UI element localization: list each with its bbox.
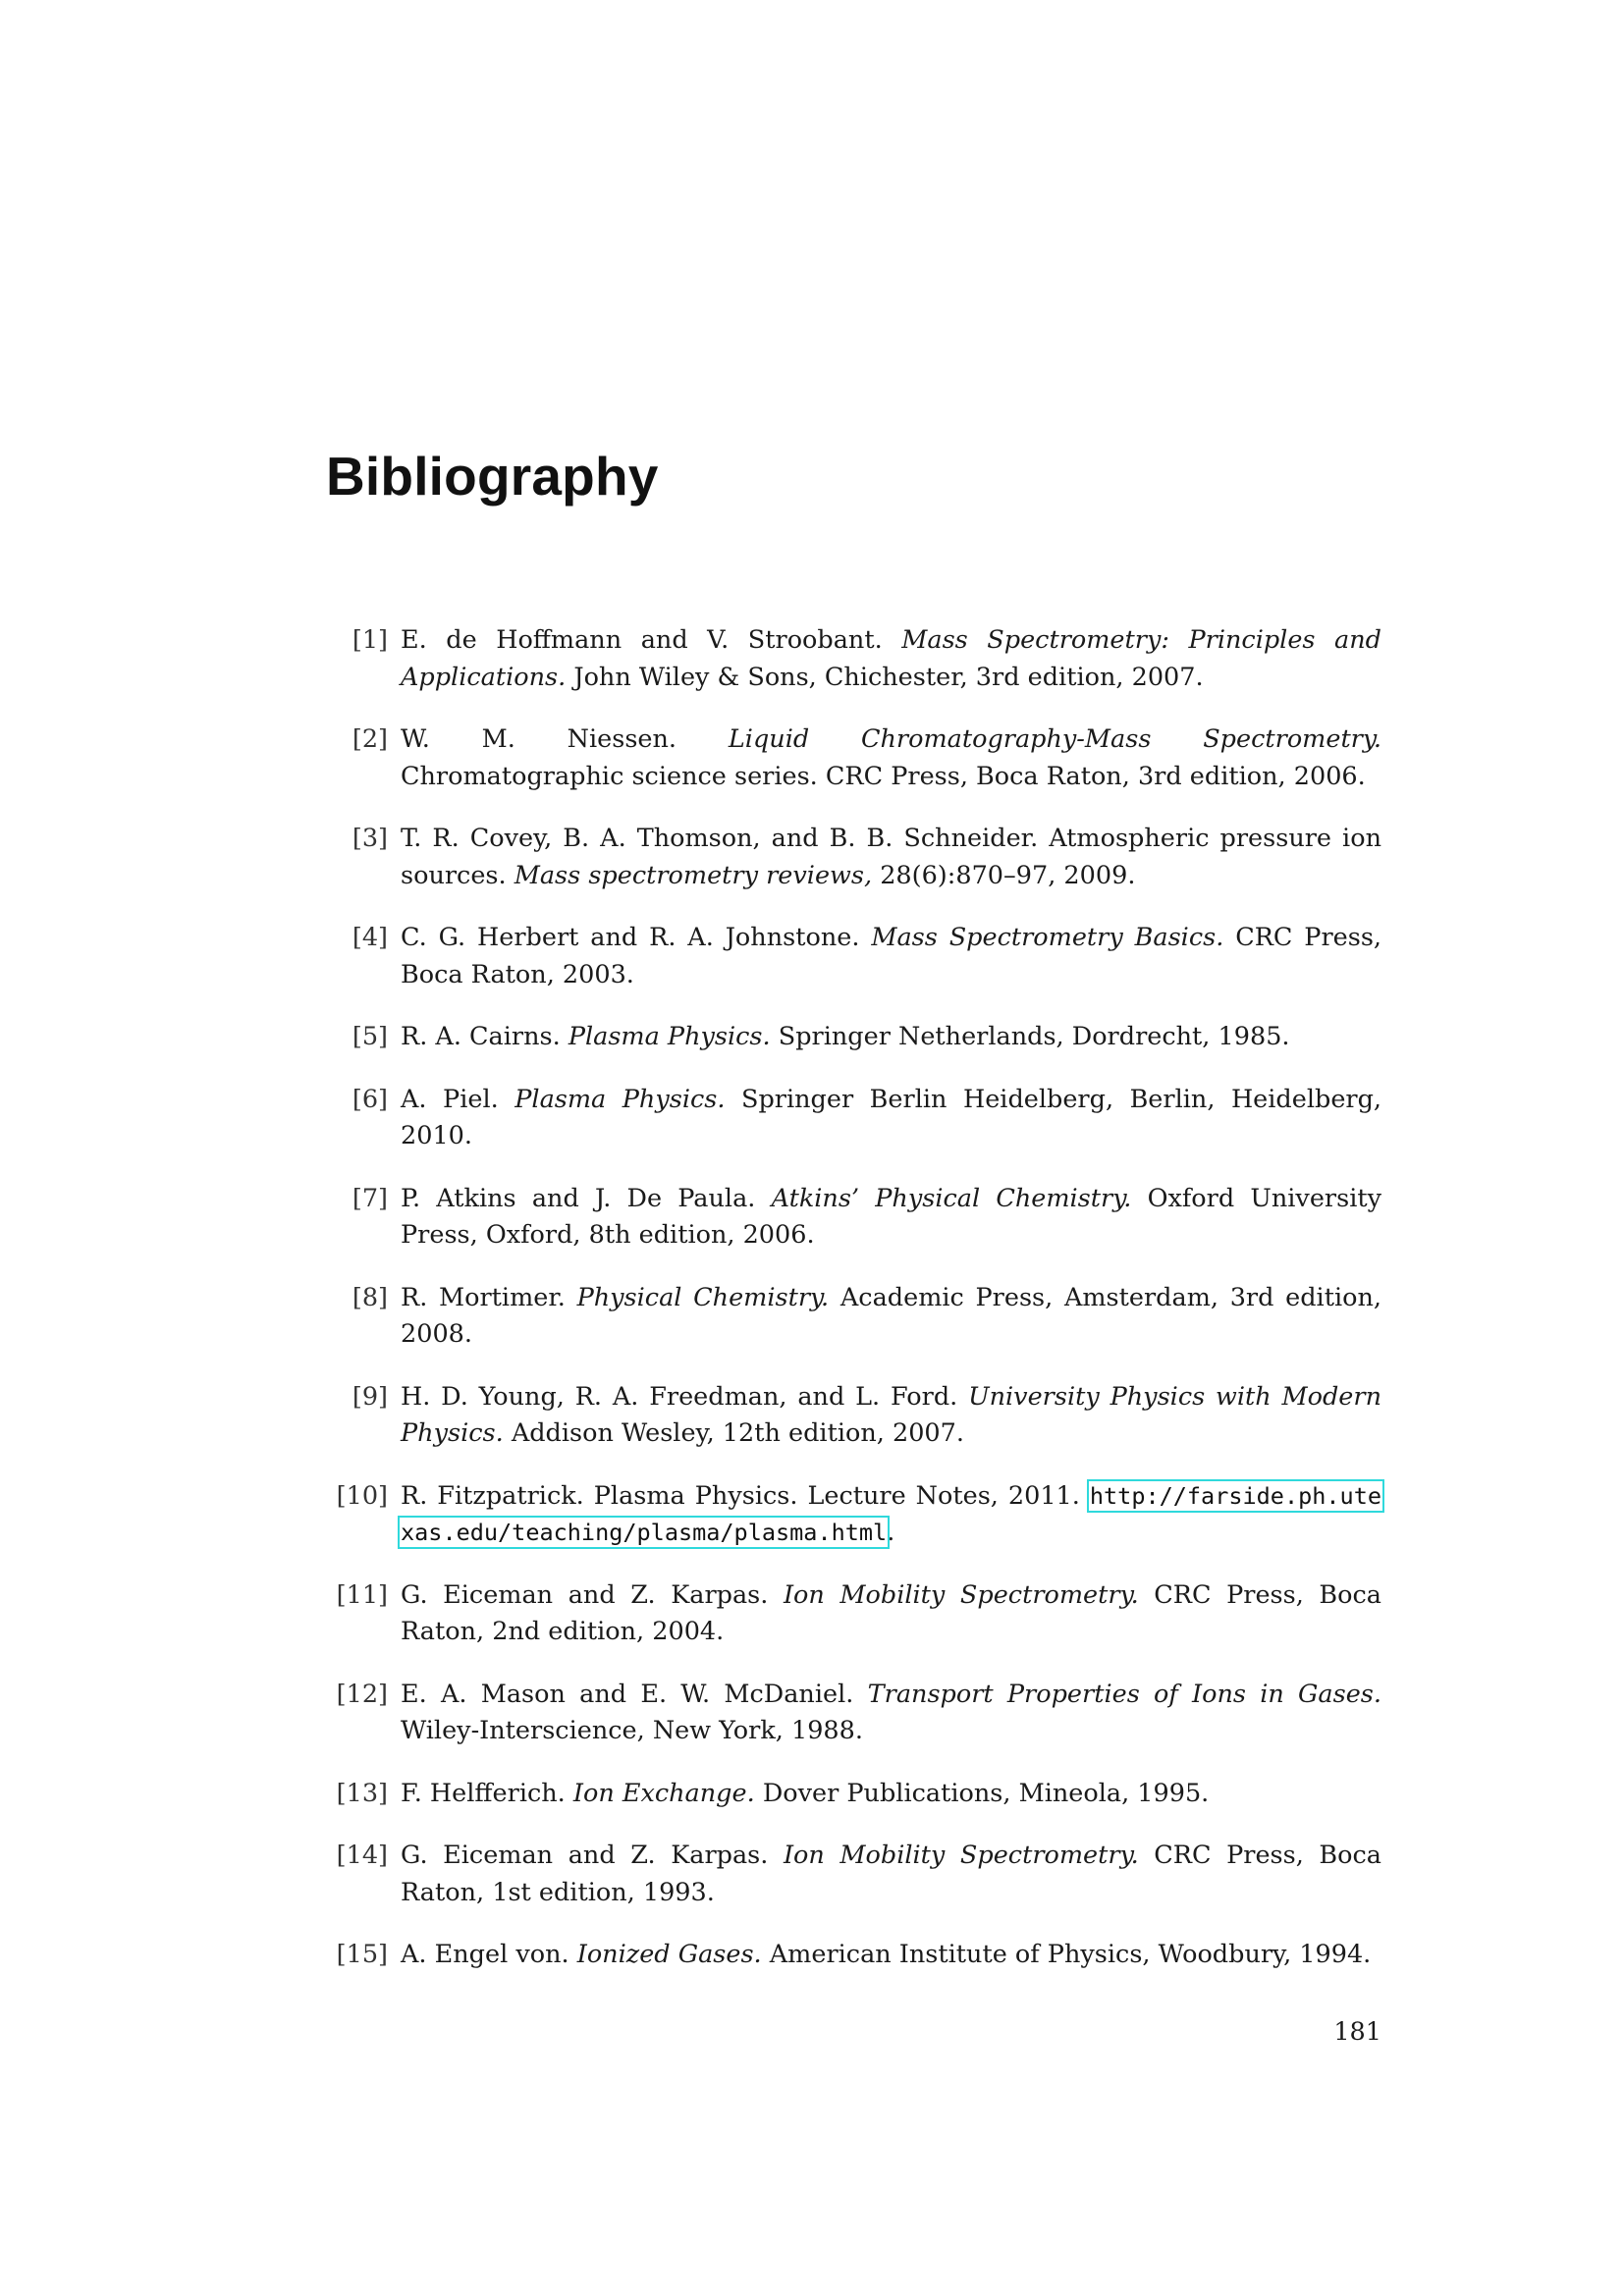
- bib-authors: G. Eiceman and Z. Karpas.: [401, 1841, 769, 1870]
- bib-publisher: John Wiley & Sons, Chichester, 3rd edition, 2007.: [573, 662, 1204, 692]
- bib-url-link[interactable]: http://farside.ph.utexas.edu/teaching/plasma/plasma.html: [401, 1481, 1381, 1546]
- bib-text: [401, 1181, 1381, 1255]
- page-title: Bibliography: [326, 446, 659, 507]
- bib-entry-2: [329, 721, 1381, 795]
- bib-label: [7]: [352, 1183, 388, 1213]
- bib-title: Transport Properties of Ions in Gases.: [867, 1679, 1381, 1709]
- bib-title: Mass spectrometry reviews,: [514, 860, 873, 890]
- bib-title: Ionized Gases.: [576, 1940, 762, 1969]
- bib-entry-10: [329, 1478, 1381, 1552]
- bib-publisher: Dover Publications, Mineola, 1995.: [762, 1778, 1210, 1808]
- bib-text: [401, 1379, 1381, 1453]
- bib-publisher: Academic Press, Amsterdam, 3rd edition, 2008.: [401, 1282, 1381, 1349]
- bib-text: [401, 1937, 1381, 1974]
- bib-entry-15: [329, 1937, 1381, 1974]
- bib-authors: E. A. Mason and E. W. McDaniel.: [401, 1679, 854, 1709]
- bib-authors: G. Eiceman and Z. Karpas.: [401, 1579, 769, 1610]
- bib-title: Mass Spectrometry Basics.: [871, 923, 1224, 952]
- bib-text: [401, 1577, 1381, 1651]
- bib-label: [13]: [336, 1778, 388, 1808]
- bib-authors: P. Atkins and J. De Paula.: [401, 1183, 756, 1213]
- bib-label: [8]: [352, 1282, 388, 1312]
- bib-text: [401, 1019, 1381, 1056]
- bib-publisher: CRC Press, Boca Raton, 2nd edition, 2004.: [401, 1579, 1381, 1646]
- bib-entry-8: [329, 1280, 1381, 1354]
- bib-label: [6]: [352, 1084, 388, 1114]
- bib-title: University Physics with Modern Physics.: [401, 1381, 1381, 1448]
- bib-entry-7: [329, 1181, 1381, 1255]
- bib-authors: A. Engel von.: [401, 1940, 569, 1969]
- bib-title: Ion Mobility Spectrometry.: [783, 1841, 1139, 1870]
- bib-text: [401, 1677, 1381, 1750]
- bib-trailing-punctuation: .: [887, 1518, 895, 1547]
- bibliography-list: [329, 622, 1381, 2000]
- bib-publisher: Chromatographic science series. CRC Press, Boca Raton, 3rd edition, 2006.: [401, 761, 1366, 791]
- bib-title: Plasma Physics.: [568, 1022, 771, 1051]
- bib-publisher: Addison Wesley, 12th edition, 2007.: [511, 1418, 964, 1448]
- bib-text: [401, 721, 1381, 795]
- bib-entry-4: [329, 920, 1381, 993]
- bib-publisher: Springer Berlin Heidelberg, Berlin, Heidelberg, 2010.: [401, 1084, 1382, 1150]
- bib-authors: W. M. Niessen.: [401, 724, 677, 754]
- bib-authors: C. G. Herbert and R. A. Johnstone.: [401, 923, 860, 952]
- bib-entry-12: [329, 1677, 1381, 1750]
- bib-entry-11: [329, 1577, 1381, 1651]
- bib-text: [401, 1280, 1381, 1354]
- bib-authors: R. Fitzpatrick. Plasma Physics. Lecture Notes, 2011.: [401, 1480, 1080, 1511]
- bib-title: Mass Spectrometry: Principles and Applications.: [401, 625, 1382, 692]
- bib-title: Atkins’ Physical Chemistry.: [771, 1183, 1132, 1213]
- bib-entry-5: [329, 1019, 1381, 1056]
- bib-entry-13: [329, 1776, 1381, 1813]
- bib-entry-9: [329, 1379, 1381, 1453]
- bib-authors: R. Mortimer.: [401, 1282, 566, 1312]
- bib-publisher: 28(6):870–97, 2009.: [880, 860, 1136, 890]
- bib-publisher: CRC Press, Boca Raton, 1st edition, 1993.: [401, 1841, 1381, 1907]
- bib-entry-14: [329, 1838, 1381, 1911]
- bib-label: [10]: [336, 1480, 388, 1511]
- bib-title: Ion Mobility Spectrometry.: [783, 1579, 1139, 1610]
- bib-authors: H. D. Young, R. A. Freedman, and L. Ford.: [401, 1381, 958, 1412]
- bib-entry-6: [329, 1082, 1381, 1155]
- bib-label: [11]: [336, 1579, 388, 1610]
- bib-authors: E. de Hoffmann and V. Stroobant.: [401, 625, 883, 655]
- bib-publisher: Wiley-Interscience, New York, 1988.: [401, 1716, 863, 1745]
- bib-text: [401, 1478, 1381, 1552]
- bib-text: [401, 1082, 1381, 1155]
- bib-title: Plasma Physics.: [514, 1084, 726, 1114]
- bib-title: Liquid Chromatography-Mass Spectrometry.: [728, 724, 1382, 754]
- bib-publisher: Springer Netherlands, Dordrecht, 1985.: [778, 1022, 1290, 1051]
- bib-label: [12]: [336, 1679, 388, 1709]
- bib-label: [15]: [336, 1940, 388, 1969]
- bib-entry-3: [329, 821, 1381, 894]
- bib-publisher: Oxford University Press, Oxford, 8th edition, 2006.: [401, 1183, 1382, 1250]
- bib-authors: F. Helfferich.: [401, 1778, 566, 1808]
- bib-label: [2]: [352, 724, 388, 754]
- bib-title: Physical Chemistry.: [576, 1282, 830, 1312]
- bib-text: [401, 1838, 1381, 1911]
- bib-publisher: American Institute of Physics, Woodbury, 1994.: [769, 1940, 1372, 1969]
- bib-label: [9]: [352, 1381, 388, 1412]
- bib-text: [401, 821, 1381, 894]
- bib-label: [4]: [352, 923, 388, 952]
- bib-publisher: CRC Press, Boca Raton, 2003.: [401, 923, 1382, 989]
- bib-label: [14]: [336, 1841, 388, 1870]
- bib-label: [3]: [352, 824, 388, 853]
- bib-text: [401, 920, 1381, 993]
- bib-entry-1: [329, 622, 1381, 696]
- bib-text: [401, 622, 1381, 696]
- bib-text: [401, 1776, 1381, 1813]
- page-number: 181: [1333, 2017, 1381, 2047]
- bib-label: [1]: [352, 625, 388, 655]
- bib-title: Ion Exchange.: [572, 1778, 755, 1808]
- bib-authors: A. Piel.: [401, 1084, 499, 1114]
- bib-authors: R. A. Cairns.: [401, 1022, 561, 1051]
- bib-label: [5]: [352, 1022, 388, 1051]
- bib-authors: T. R. Covey, B. A. Thomson, and B. B. Schneider. Atmospheric pressure ion sources.: [401, 824, 1381, 890]
